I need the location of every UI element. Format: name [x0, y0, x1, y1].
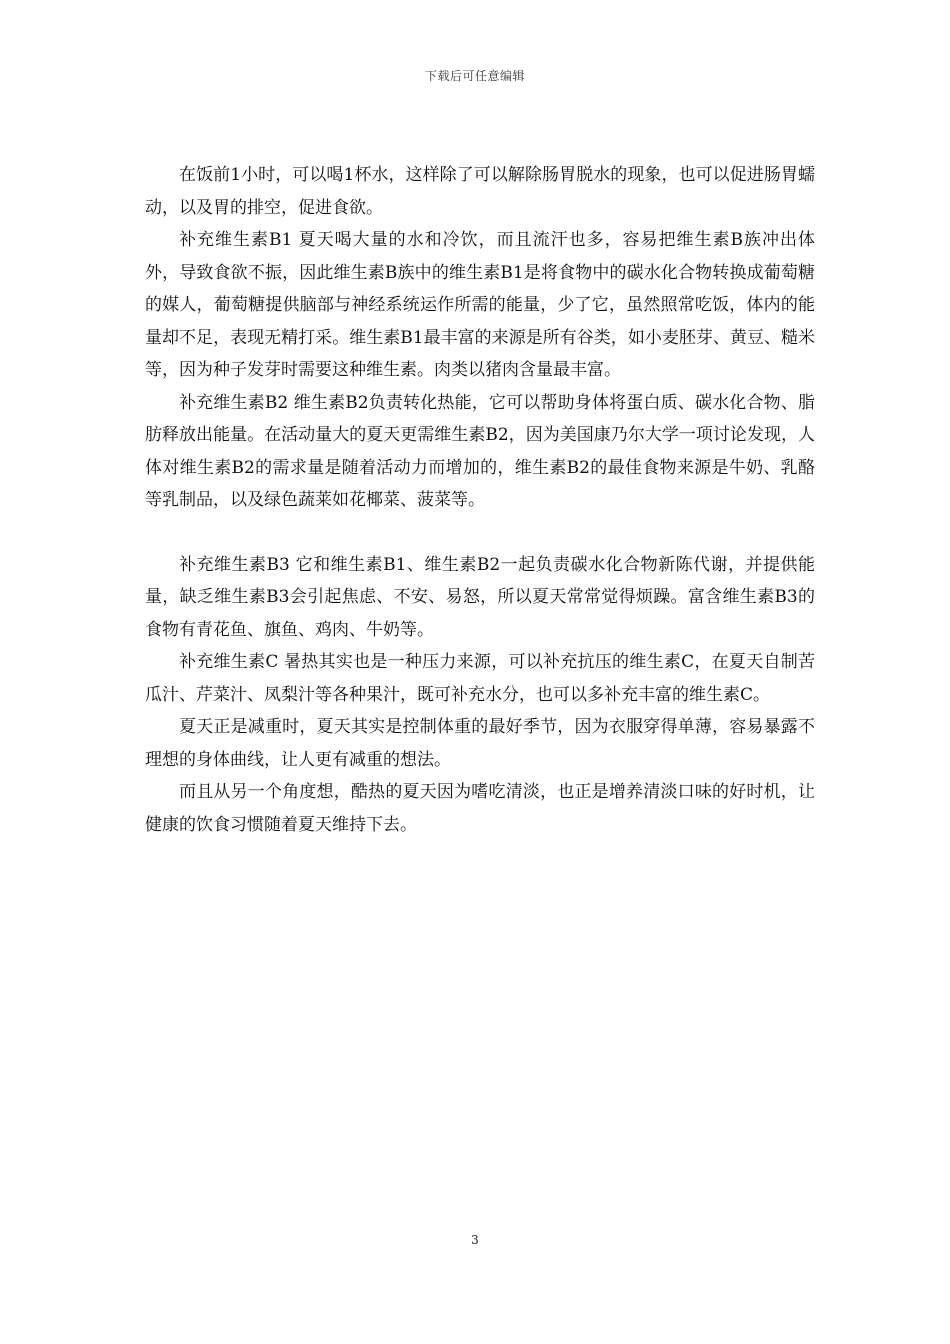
paragraph-vitamin-c: 补充维生素C 暑热其实也是一种压力来源，可以补充抗压的维生素C，在夏天自制苦瓜汁、芹菜汁、凤梨汁等各种果汁，既可补充水分，也可以多补充丰富的维生素C。	[145, 652, 815, 705]
paragraph-vitamin-b1: 补充维生素B1 夏天喝大量的水和冷饮，而且流汗也多，容易把维生素B族冲出体外，导致食欲不振，因此维生素B族中的维生素B1是将食物中的碳水化合物转换成葡萄糖的媒人，葡萄糖提供脑部与神经系统运作所需的能量，少了它，虽然照常吃饭，体内的能量却不足，表现无精打采。维生素B1最丰富的来源是所有谷类，如小麦胚芽、黄豆、糙米等，因为种子发芽时需要这种维生素。肉类以猪肉含量最丰富。	[145, 230, 815, 380]
document-body	[145, 159, 815, 841]
paragraph-weight-loss: 夏天正是减重时，夏天其实是控制体重的最好季节，因为衣服穿得单薄，容易暴露不理想的身体曲线，让人更有减重的想法。	[145, 717, 815, 770]
paragraph-vitamin-b2: 补充维生素B2 维生素B2负责转化热能，它可以帮助身体将蛋白质、碳水化合物、脂肪释放出能量。在活动量大的夏天更需维生素B2，因为美国康乃尔大学一项讨论发现，人体对维生素B2的需求量是随着活动力而增加的，维生素B2的最佳食物来源是牛奶、乳酪等乳制品，以及绿色蔬莱如花椰菜、菠菜等。	[145, 392, 815, 510]
page-number: 3	[471, 1233, 479, 1247]
paragraph-water-before-meal: 在饭前1小时，可以喝1杯水，这样除了可以解除肠胃脱水的现象，也可以促进肠胃蠕动，以及胃的排空，促进食欲。	[145, 165, 815, 218]
paragraph-light-diet: 而且从另一个角度想，酷热的夏天因为嗜吃清淡，也正是增养清淡口味的好时机，让健康的饮食习惯随着夏天维持下去。	[145, 782, 815, 835]
paragraph-vitamin-b3: 补充维生素B3 它和维生素B1、维生素B2一起负责碳水化合物新陈代谢，并提供能量，缺乏维生素B3会引起焦虑、不安、易怒，所以夏天常常觉得烦躁。富含维生素B3的食物有青花鱼、旗鱼、鸡肉、牛奶等。	[145, 554, 815, 640]
page-header: 下载后可任意编辑	[424, 69, 525, 83]
